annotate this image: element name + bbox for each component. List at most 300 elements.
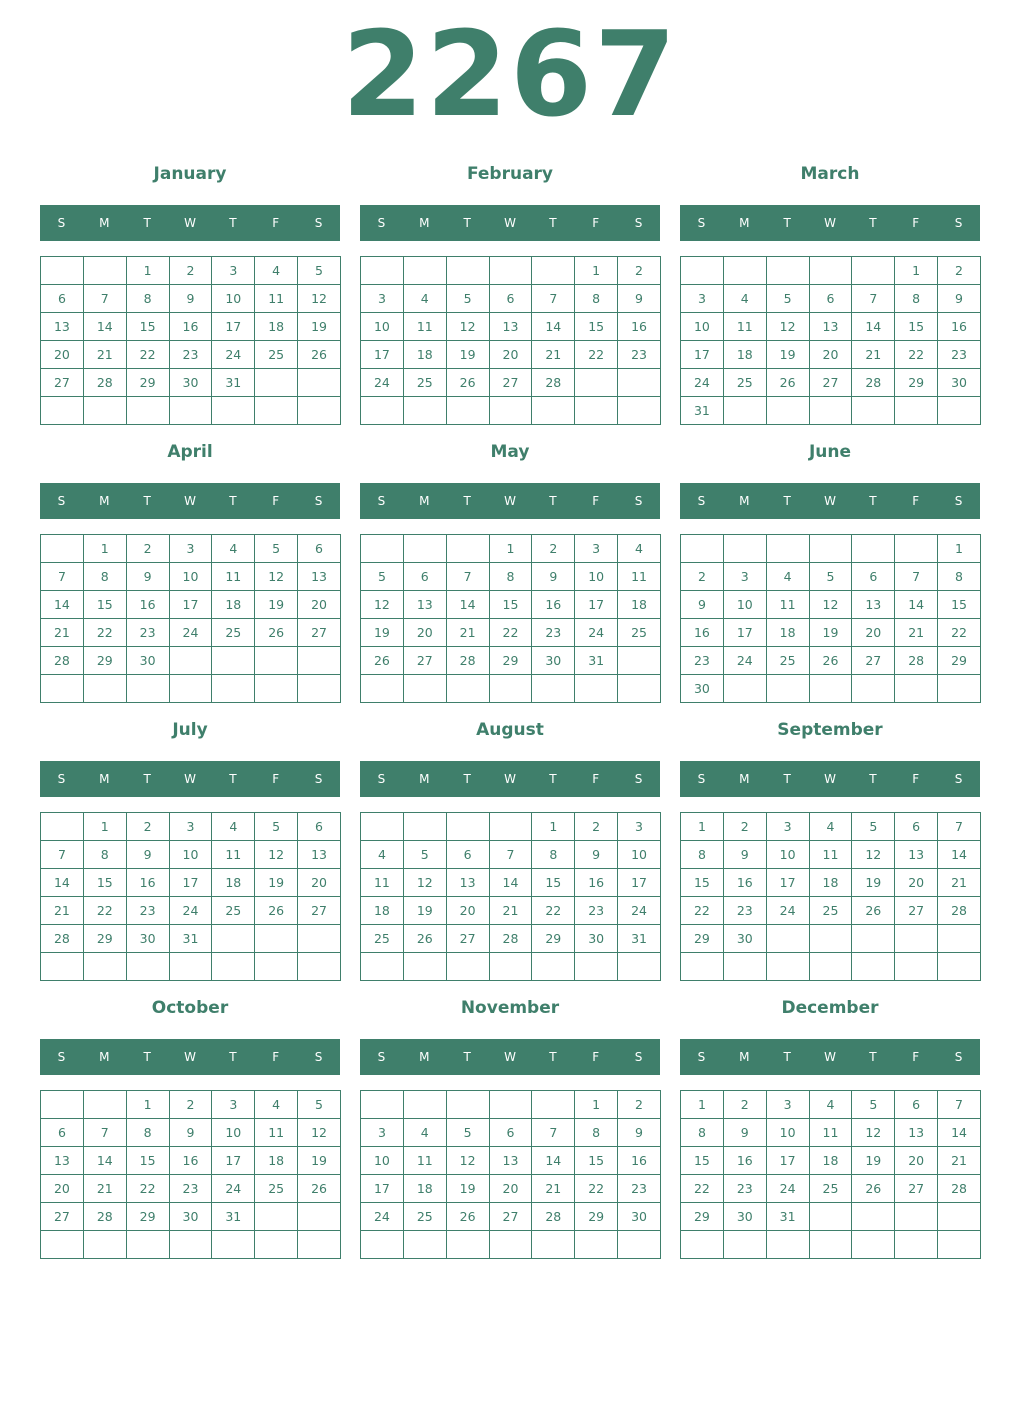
week-row	[681, 591, 981, 619]
day-cell	[361, 535, 404, 563]
day-grid	[360, 256, 661, 425]
day-cell: 19	[255, 591, 298, 619]
day-cell	[83, 1231, 126, 1259]
day-cell: 2	[126, 535, 169, 563]
day-cell	[403, 257, 446, 285]
day-cell: 27	[895, 897, 938, 925]
day-cell: 25	[766, 647, 809, 675]
weekday-header: T	[143, 1050, 151, 1064]
weekday-header: W	[184, 772, 196, 786]
day-cell	[618, 1231, 661, 1259]
day-cell: 28	[532, 1203, 575, 1231]
day-cell: 13	[403, 591, 446, 619]
day-cell: 19	[298, 1147, 341, 1175]
day-cell: 10	[681, 313, 724, 341]
day-cell: 17	[212, 1147, 255, 1175]
week-row	[361, 841, 661, 869]
day-cell	[212, 925, 255, 953]
day-cell: 21	[41, 897, 84, 925]
weekday-header-row	[680, 205, 980, 241]
day-cell: 23	[723, 1175, 766, 1203]
week-row	[361, 313, 661, 341]
week-row	[361, 953, 661, 981]
day-cell: 3	[618, 813, 661, 841]
week-row	[681, 535, 981, 563]
day-cell: 20	[895, 869, 938, 897]
day-cell: 9	[532, 563, 575, 591]
day-cell: 18	[255, 1147, 298, 1175]
day-cell	[723, 257, 766, 285]
day-cell: 20	[489, 1175, 532, 1203]
day-cell: 25	[212, 897, 255, 925]
weekday-header: F	[912, 1050, 920, 1064]
day-cell: 5	[298, 257, 341, 285]
day-cell	[723, 953, 766, 981]
day-cell: 20	[489, 341, 532, 369]
weekday-header: T	[463, 1050, 471, 1064]
day-grid	[680, 534, 981, 703]
day-cell: 9	[723, 1119, 766, 1147]
day-cell: 15	[681, 1147, 724, 1175]
day-cell	[532, 397, 575, 425]
day-cell: 11	[766, 591, 809, 619]
day-cell	[489, 1231, 532, 1259]
weekday-header: M	[419, 1050, 430, 1064]
day-cell	[681, 257, 724, 285]
day-cell	[212, 675, 255, 703]
day-cell	[895, 1231, 938, 1259]
day-cell: 23	[681, 647, 724, 675]
day-cell: 9	[126, 841, 169, 869]
day-cell: 11	[255, 285, 298, 313]
day-cell: 15	[681, 869, 724, 897]
day-cell: 17	[212, 313, 255, 341]
day-cell: 19	[809, 619, 852, 647]
weekday-header: T	[229, 216, 237, 230]
day-cell: 4	[255, 257, 298, 285]
day-cell: 11	[809, 1119, 852, 1147]
day-cell: 4	[361, 841, 404, 869]
day-cell: 29	[489, 647, 532, 675]
weekday-header: T	[229, 772, 237, 786]
day-cell: 11	[809, 841, 852, 869]
day-cell: 11	[212, 841, 255, 869]
week-row	[361, 813, 661, 841]
week-row	[41, 897, 341, 925]
day-cell	[766, 257, 809, 285]
week-row	[361, 1203, 661, 1231]
day-cell: 5	[766, 285, 809, 313]
day-cell: 7	[532, 285, 575, 313]
day-cell: 9	[618, 285, 661, 313]
day-cell: 16	[169, 1147, 212, 1175]
day-cell: 30	[681, 675, 724, 703]
day-cell: 22	[83, 619, 126, 647]
day-cell: 16	[532, 591, 575, 619]
day-cell	[41, 1231, 84, 1259]
day-cell	[809, 675, 852, 703]
day-cell: 25	[809, 897, 852, 925]
day-cell: 21	[489, 897, 532, 925]
week-row	[361, 285, 661, 313]
day-cell: 27	[403, 647, 446, 675]
day-cell	[489, 675, 532, 703]
weekday-header-row	[40, 1039, 340, 1075]
day-cell: 20	[403, 619, 446, 647]
day-cell: 21	[83, 341, 126, 369]
day-cell	[212, 1231, 255, 1259]
day-cell: 5	[255, 535, 298, 563]
day-cell: 22	[126, 1175, 169, 1203]
day-cell: 12	[361, 591, 404, 619]
weekday-header: S	[697, 216, 706, 230]
day-cell: 27	[809, 369, 852, 397]
weekday-header: S	[954, 772, 963, 786]
day-cell: 7	[852, 285, 895, 313]
day-cell: 18	[723, 341, 766, 369]
day-cell: 22	[126, 341, 169, 369]
weekday-header: W	[504, 1050, 516, 1064]
weekday-header: M	[739, 216, 750, 230]
day-cell	[446, 1231, 489, 1259]
day-cell: 28	[895, 647, 938, 675]
week-row	[41, 1203, 341, 1231]
weekday-header: W	[504, 494, 516, 508]
week-row	[361, 257, 661, 285]
week-row	[681, 1231, 981, 1259]
day-cell: 13	[489, 313, 532, 341]
day-cell: 5	[361, 563, 404, 591]
day-cell	[41, 397, 84, 425]
day-cell: 28	[852, 369, 895, 397]
day-cell: 28	[489, 925, 532, 953]
day-cell: 23	[938, 341, 981, 369]
week-row	[681, 313, 981, 341]
day-cell: 17	[723, 619, 766, 647]
week-row	[361, 397, 661, 425]
day-grid	[40, 812, 341, 981]
week-row	[41, 591, 341, 619]
day-cell: 28	[83, 369, 126, 397]
week-row	[41, 397, 341, 425]
weekday-header: T	[869, 772, 877, 786]
day-cell: 13	[41, 313, 84, 341]
week-row	[41, 1091, 341, 1119]
day-cell	[126, 675, 169, 703]
day-cell: 2	[575, 813, 618, 841]
day-cell: 6	[809, 285, 852, 313]
day-cell	[169, 1231, 212, 1259]
day-cell: 17	[681, 341, 724, 369]
weekday-header: M	[99, 494, 110, 508]
day-cell: 1	[83, 813, 126, 841]
day-cell	[403, 397, 446, 425]
day-cell: 28	[41, 925, 84, 953]
day-cell: 2	[938, 257, 981, 285]
week-row	[41, 869, 341, 897]
day-cell: 1	[489, 535, 532, 563]
day-cell: 2	[126, 813, 169, 841]
day-cell: 23	[618, 1175, 661, 1203]
day-cell: 5	[809, 563, 852, 591]
weekday-header: S	[314, 216, 323, 230]
day-cell: 31	[169, 925, 212, 953]
day-cell	[403, 535, 446, 563]
day-cell	[618, 647, 661, 675]
weekday-header: M	[739, 1050, 750, 1064]
day-cell	[126, 397, 169, 425]
day-cell	[809, 953, 852, 981]
week-row	[681, 369, 981, 397]
weekday-header: S	[954, 216, 963, 230]
day-cell	[169, 953, 212, 981]
day-cell: 5	[852, 1091, 895, 1119]
day-cell: 22	[938, 619, 981, 647]
day-cell: 6	[489, 1119, 532, 1147]
day-cell: 8	[681, 1119, 724, 1147]
day-cell: 21	[83, 1175, 126, 1203]
day-cell: 11	[403, 1147, 446, 1175]
day-cell: 5	[298, 1091, 341, 1119]
day-cell: 6	[41, 1119, 84, 1147]
day-cell: 8	[126, 1119, 169, 1147]
day-cell: 5	[446, 1119, 489, 1147]
week-row	[41, 647, 341, 675]
day-cell: 8	[126, 285, 169, 313]
day-cell: 14	[938, 1119, 981, 1147]
day-cell: 22	[575, 1175, 618, 1203]
week-row	[361, 647, 661, 675]
day-cell: 12	[255, 563, 298, 591]
day-cell: 1	[895, 257, 938, 285]
day-cell: 6	[298, 535, 341, 563]
weekday-header: S	[314, 1050, 323, 1064]
day-cell: 19	[298, 313, 341, 341]
day-cell	[852, 925, 895, 953]
weekday-header: S	[697, 494, 706, 508]
weekday-header: M	[419, 772, 430, 786]
day-cell: 26	[852, 1175, 895, 1203]
weekday-header: T	[869, 1050, 877, 1064]
day-cell: 23	[575, 897, 618, 925]
day-cell: 20	[298, 869, 341, 897]
day-cell: 3	[575, 535, 618, 563]
day-cell: 14	[41, 591, 84, 619]
day-cell: 17	[575, 591, 618, 619]
day-cell: 7	[938, 813, 981, 841]
day-cell: 31	[212, 369, 255, 397]
day-cell	[618, 369, 661, 397]
day-cell	[532, 1231, 575, 1259]
day-cell: 6	[446, 841, 489, 869]
day-cell	[255, 1231, 298, 1259]
day-cell: 14	[41, 869, 84, 897]
weekday-header-row	[40, 205, 340, 241]
day-cell: 9	[723, 841, 766, 869]
day-cell	[852, 1231, 895, 1259]
weekday-header: S	[377, 1050, 386, 1064]
day-cell: 24	[723, 647, 766, 675]
day-cell: 19	[766, 341, 809, 369]
day-cell: 18	[809, 869, 852, 897]
day-cell	[446, 397, 489, 425]
day-cell: 28	[938, 897, 981, 925]
weekday-header: T	[869, 494, 877, 508]
day-cell: 21	[895, 619, 938, 647]
day-cell: 19	[852, 869, 895, 897]
day-cell: 25	[361, 925, 404, 953]
month-name: February	[466, 164, 554, 184]
weekday-header: F	[912, 216, 920, 230]
day-cell: 16	[938, 313, 981, 341]
day-cell	[532, 257, 575, 285]
day-cell	[895, 1203, 938, 1231]
weekday-header: T	[783, 216, 791, 230]
weekday-header: F	[592, 772, 600, 786]
week-row	[41, 313, 341, 341]
day-cell: 21	[852, 341, 895, 369]
month-name: May	[490, 442, 530, 462]
day-cell: 24	[618, 897, 661, 925]
week-row	[361, 369, 661, 397]
weekday-header: W	[824, 216, 836, 230]
day-cell	[83, 397, 126, 425]
day-cell: 23	[169, 341, 212, 369]
month-name: December	[781, 998, 879, 1018]
week-row	[681, 285, 981, 313]
day-cell	[361, 1231, 404, 1259]
day-cell: 21	[446, 619, 489, 647]
day-cell: 1	[938, 535, 981, 563]
day-cell: 16	[723, 869, 766, 897]
weekday-header: W	[504, 772, 516, 786]
day-cell: 3	[361, 285, 404, 313]
day-cell: 19	[255, 869, 298, 897]
day-cell: 29	[126, 369, 169, 397]
week-row	[361, 1119, 661, 1147]
day-cell	[489, 1091, 532, 1119]
day-cell: 15	[83, 869, 126, 897]
weekday-header: F	[592, 216, 600, 230]
day-cell: 23	[723, 897, 766, 925]
day-cell: 24	[766, 897, 809, 925]
month-name: September	[777, 720, 883, 740]
day-cell: 26	[766, 369, 809, 397]
day-cell: 11	[212, 563, 255, 591]
day-cell: 15	[575, 1147, 618, 1175]
day-cell: 17	[361, 1175, 404, 1203]
day-cell	[446, 675, 489, 703]
day-cell	[766, 535, 809, 563]
day-cell: 24	[361, 369, 404, 397]
day-cell	[83, 953, 126, 981]
day-cell	[681, 1231, 724, 1259]
day-cell: 1	[575, 1091, 618, 1119]
day-cell	[852, 397, 895, 425]
day-cell: 21	[938, 869, 981, 897]
day-cell: 16	[126, 591, 169, 619]
weekday-header: M	[99, 772, 110, 786]
weekday-header: S	[954, 494, 963, 508]
day-cell	[41, 953, 84, 981]
weekday-header: T	[783, 772, 791, 786]
day-cell: 30	[532, 647, 575, 675]
day-cell	[212, 397, 255, 425]
day-cell: 7	[83, 1119, 126, 1147]
day-cell: 25	[618, 619, 661, 647]
day-cell: 17	[766, 869, 809, 897]
day-cell	[403, 675, 446, 703]
week-row	[681, 813, 981, 841]
day-cell: 30	[126, 647, 169, 675]
month-name: October	[151, 998, 229, 1018]
day-cell	[809, 397, 852, 425]
weekday-header: F	[272, 1050, 280, 1064]
day-cell: 16	[575, 869, 618, 897]
weekday-header: S	[57, 1050, 66, 1064]
week-row	[361, 1147, 661, 1175]
day-cell	[489, 953, 532, 981]
week-row	[361, 619, 661, 647]
month-name: March	[800, 164, 860, 184]
day-cell: 24	[169, 619, 212, 647]
day-cell: 7	[41, 841, 84, 869]
day-cell: 4	[809, 813, 852, 841]
day-cell	[532, 1091, 575, 1119]
day-cell: 3	[361, 1119, 404, 1147]
day-cell: 30	[169, 1203, 212, 1231]
day-cell: 5	[446, 285, 489, 313]
week-row	[41, 535, 341, 563]
day-cell: 5	[403, 841, 446, 869]
day-cell	[403, 1231, 446, 1259]
day-cell: 3	[766, 1091, 809, 1119]
day-cell: 29	[895, 369, 938, 397]
day-cell: 21	[532, 1175, 575, 1203]
day-cell: 13	[809, 313, 852, 341]
day-cell: 15	[895, 313, 938, 341]
day-cell: 25	[255, 341, 298, 369]
day-cell: 26	[255, 897, 298, 925]
day-cell	[852, 675, 895, 703]
day-cell: 19	[446, 341, 489, 369]
day-cell: 4	[723, 285, 766, 313]
day-grid	[40, 1090, 341, 1259]
day-cell: 13	[489, 1147, 532, 1175]
month-name: January	[153, 164, 227, 184]
day-cell	[532, 953, 575, 981]
week-row	[41, 675, 341, 703]
day-cell: 17	[618, 869, 661, 897]
day-cell	[723, 535, 766, 563]
day-cell: 6	[41, 285, 84, 313]
day-cell: 27	[446, 925, 489, 953]
week-row	[681, 619, 981, 647]
day-cell: 29	[532, 925, 575, 953]
day-cell	[169, 647, 212, 675]
day-cell: 13	[446, 869, 489, 897]
weekday-header-row	[360, 205, 660, 241]
week-row	[681, 897, 981, 925]
day-cell	[403, 1091, 446, 1119]
day-cell: 26	[298, 341, 341, 369]
day-cell: 14	[532, 1147, 575, 1175]
day-cell: 6	[895, 1091, 938, 1119]
day-cell: 1	[575, 257, 618, 285]
day-cell: 22	[532, 897, 575, 925]
day-cell: 24	[766, 1175, 809, 1203]
day-cell: 12	[809, 591, 852, 619]
